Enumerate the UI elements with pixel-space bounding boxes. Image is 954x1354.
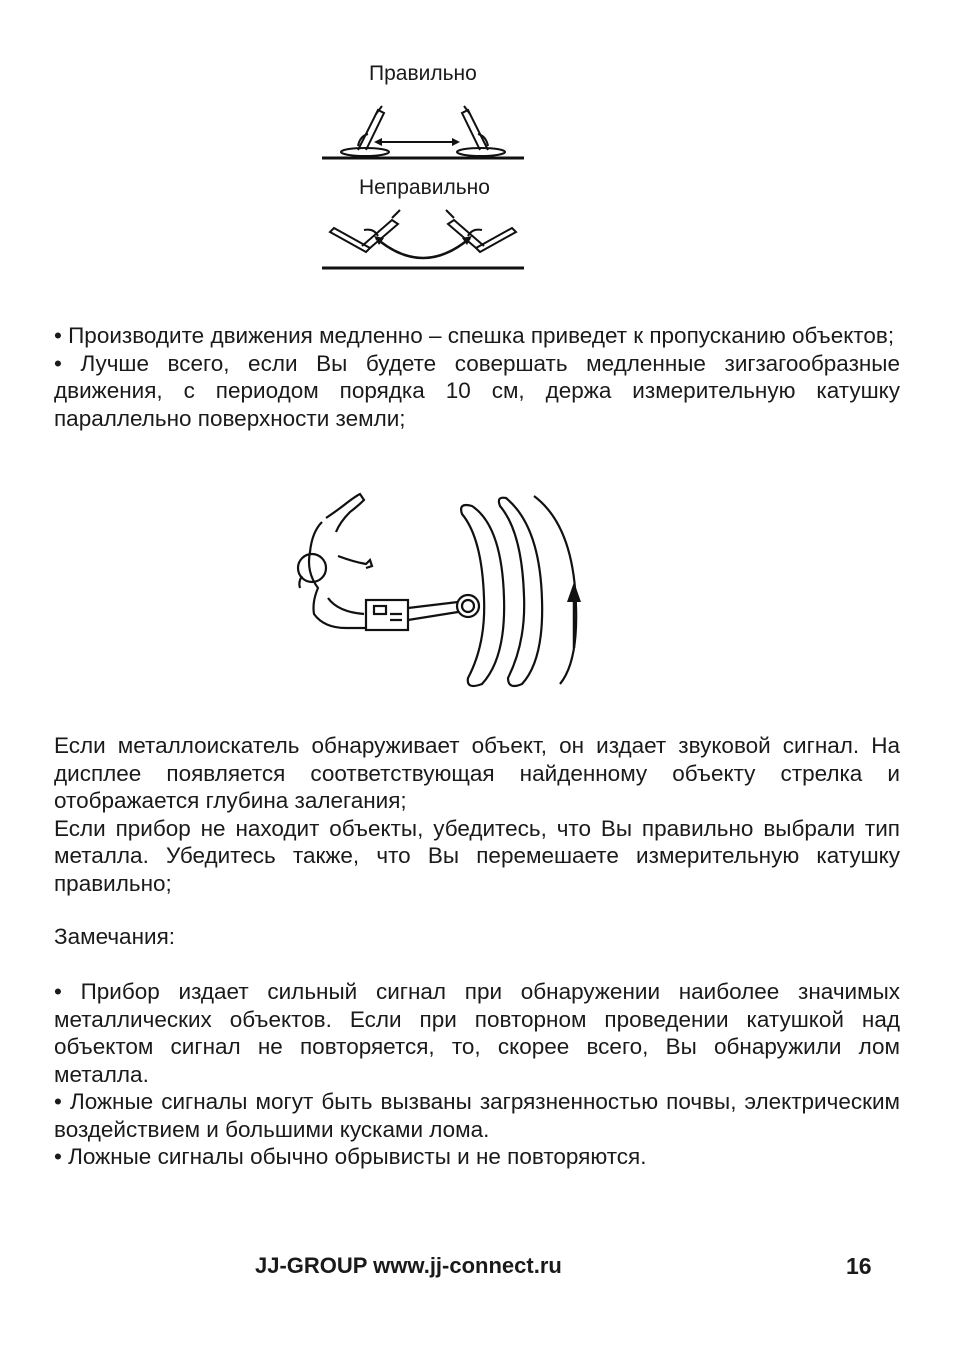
incorrect-label: Неправильно [359, 176, 490, 199]
detection-signal-paragraph: Если металлоискатель обнаруживает объект, он издает звуковой сигнал. На дисплее появляется соответствующая найденному объекту стрелка и отображается глубина залегания; [54, 733, 900, 813]
tip-zigzag-movement: • Лучше всего, если Вы будете совершать медленные зигзагообразные движения, с периодом порядка 10 см, держа измерительную катушку параллельно поверхности земли; [54, 350, 900, 431]
incorrect-sweep-illustration [318, 206, 528, 276]
zigzag-sweep-illustration [282, 488, 602, 688]
correct-label: Правильно [369, 62, 477, 85]
page-number: 16 [846, 1253, 872, 1279]
tip-slow-movement: • Производите движения медленно – спешка приведет к пропусканию объектов; [54, 323, 895, 348]
notes-heading: Замечания: [54, 924, 176, 949]
note-false-signal-nature: • Ложные сигналы обычно обрывисты и не повторяются. [54, 1144, 647, 1169]
note-false-signal-causes: • Ложные сигналы могут быть вызваны загрязненностью почвы, электрическим воздействием и большими кусками лома. [54, 1089, 900, 1142]
correct-sweep-illustration [318, 104, 528, 166]
notes-list [54, 978, 900, 1171]
note-strong-signal: • Прибор издает сильный сигнал при обнаружении наиболее значимых металлических объектов. Если при повторном проведении катушкой над объектом сигнал не повторяется, то, скорее всего, Вы обнаружили лом металла. [54, 979, 900, 1087]
no-detection-paragraph: Если прибор не находит объекты, убедитесь, что Вы правильно выбрали тип металла. Убедитесь также, что Вы перемешаете измерительную катушку правильно; [54, 815, 900, 896]
footer-title: JJ-GROUP www.jj-connect.ru [255, 1253, 562, 1278]
tips-section [54, 322, 900, 432]
detection-section [54, 732, 900, 897]
